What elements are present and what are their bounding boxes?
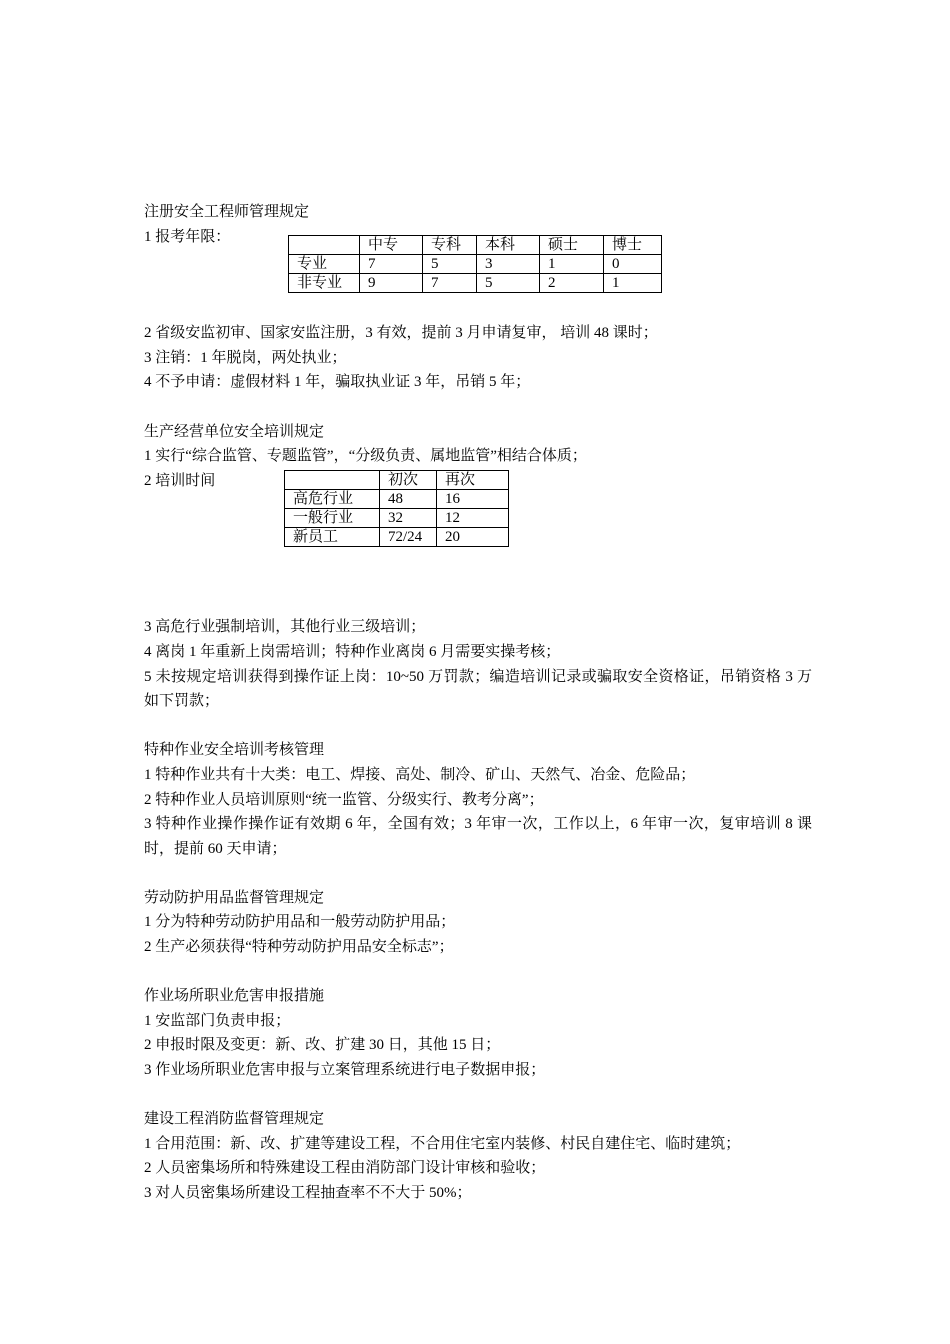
section-title: 注册安全工程师管理规定 xyxy=(144,204,310,220)
table-cell: 72/24 xyxy=(380,527,437,546)
table-header-cell xyxy=(289,235,360,254)
list-item: 2 申报时限及变更：新、改、扩建 30 日，其他 15 日； xyxy=(144,1037,501,1054)
table-cell: 非专业 xyxy=(289,273,360,292)
table-cell: 5 xyxy=(477,273,540,292)
table-cell: 9 xyxy=(360,273,423,292)
list-item: 4 不予申请：虚假材料 1 年，骗取执业证 3 年，吊销 5 年； xyxy=(144,374,531,391)
training-hours-table xyxy=(284,470,509,547)
spacer xyxy=(144,395,812,420)
table-row xyxy=(289,273,662,292)
spacer xyxy=(144,1083,812,1108)
table-header-cell: 中专 xyxy=(360,235,423,254)
list-item: 3 作业场所职业危害申报与立案管理系统进行电子数据申报； xyxy=(144,1062,546,1079)
list-item: 3 特种作业操作操作证有效期 6 年，全国有效；3 年审一次，工作以上，6 年审一次，复审培训 8 课时，提前 60 天申请； xyxy=(144,816,812,857)
table-header-cell: 本科 xyxy=(477,235,540,254)
table-cell: 12 xyxy=(437,508,509,527)
training-time-row xyxy=(144,469,812,545)
document-page xyxy=(144,200,812,1206)
spacer xyxy=(144,861,812,886)
table-cell: 5 xyxy=(423,254,477,273)
table-header-cell: 初次 xyxy=(380,470,437,489)
section-title: 特种作业安全培训考核管理 xyxy=(144,742,325,759)
table-header-cell: 博士 xyxy=(604,235,662,254)
table-row xyxy=(289,254,662,273)
table-cell: 高危行业 xyxy=(285,489,380,508)
list-item: 3 对人员密集场所建设工程抽查率不不大于 50%； xyxy=(144,1185,472,1201)
spacer xyxy=(144,960,812,985)
item-label: 1 报考年限： xyxy=(144,228,231,245)
list-item: 3 注销：1 年脱岗，两处执业； xyxy=(144,349,347,366)
table-cell: 7 xyxy=(360,254,423,273)
table-header-cell: 硕士 xyxy=(540,235,604,254)
section-title: 建设工程消防监督管理规定 xyxy=(144,1111,325,1128)
table-header-cell: 专科 xyxy=(423,235,477,254)
list-item: 3 高危行业强制培训，其他行业三级培训； xyxy=(144,619,426,636)
table-cell: 0 xyxy=(604,254,662,273)
section-title: 作业场所职业危害申报措施 xyxy=(144,988,325,1005)
list-item: 2 省级安监初审、国家安监注册，3 有效，提前 3 月申请复审， 培训 48 课时； xyxy=(144,325,658,342)
list-item: 2 生产必须获得“特种劳动防护用品安全标志”； xyxy=(144,939,454,956)
table-cell: 7 xyxy=(423,273,477,292)
table-cell: 2 xyxy=(540,273,604,292)
table-cell: 3 xyxy=(477,254,540,273)
exam-years-row xyxy=(144,225,812,291)
section-title: 劳动防护用品监督管理规定 xyxy=(144,889,325,906)
table-cell: 1 xyxy=(604,273,662,292)
spacer xyxy=(144,714,812,739)
list-item: 2 特种作业人员培训原则“统一监管、分级实行、教考分离”； xyxy=(144,791,544,808)
table-cell: 32 xyxy=(380,508,437,527)
section-title: 生产经营单位安全培训规定 xyxy=(144,423,325,440)
exam-years-table xyxy=(288,235,662,293)
table-row xyxy=(285,489,509,508)
table-header-cell xyxy=(285,470,380,489)
table-cell: 16 xyxy=(437,489,509,508)
list-item: 1 特种作业共有十大类：电工、焊接、高处、制冷、矿山、天然气、冶金、危险品； xyxy=(144,766,696,783)
list-item: 1 合用范围：新、改、扩建等建设工程，不合用住宅室内装修、村民自建住宅、临时建筑； xyxy=(144,1135,741,1152)
table-header-row xyxy=(289,235,662,254)
list-item: 4 离岗 1 年重新上岗需培训；特种作业离岗 6 月需要实操考核； xyxy=(144,643,561,660)
table-header-cell: 再次 xyxy=(437,470,509,489)
list-item: 1 安监部门负责申报； xyxy=(144,1012,291,1029)
list-item: 2 人员密集场所和特殊建设工程由消防部门设计审核和验收； xyxy=(144,1160,546,1177)
item-label: 2 培训时间 xyxy=(144,472,216,489)
table-cell: 20 xyxy=(437,527,509,546)
table-header-row xyxy=(285,470,509,489)
list-item: 1 实行“综合监管、专题监管”，“分级负责、属地监管”相结合体质； xyxy=(144,448,587,465)
table-cell: 48 xyxy=(380,489,437,508)
list-item: 5 未按规定培训获得到操作证上岗：10~50 万罚款；编造培训记录或骗取安全资格证，吊销资格 3 万如下罚款； xyxy=(144,668,812,710)
table-cell: 1 xyxy=(540,254,604,273)
table-row xyxy=(285,527,509,546)
table-cell: 一般行业 xyxy=(285,508,380,527)
list-item: 1 分为特种劳动防护用品和一般劳动防护用品； xyxy=(144,914,456,931)
table-row xyxy=(285,508,509,527)
table-cell: 新员工 xyxy=(285,527,380,546)
table-cell: 专业 xyxy=(289,254,360,273)
